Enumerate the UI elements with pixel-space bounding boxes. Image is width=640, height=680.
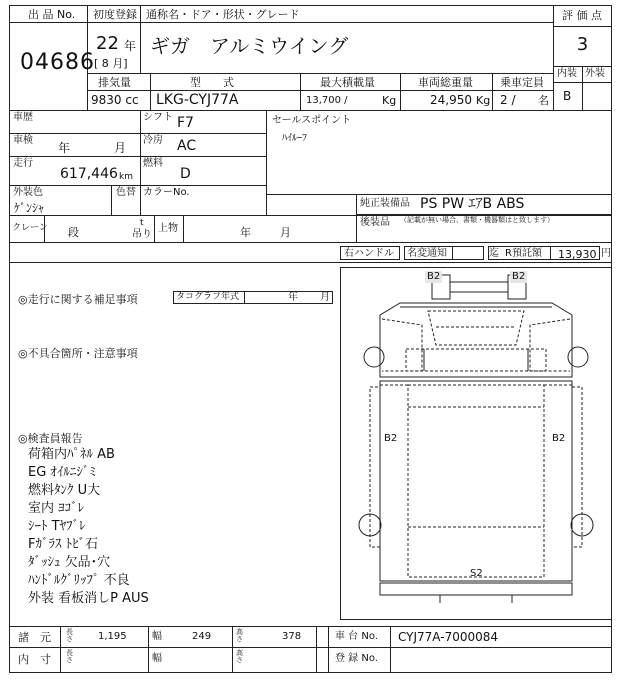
- max-load-value: 13,700 /: [306, 95, 348, 106]
- shift-value: F7: [177, 115, 194, 131]
- length-label: 長さ: [66, 628, 73, 643]
- max-load-unit: Kg: [382, 94, 397, 107]
- mileage-unit: km: [119, 172, 133, 182]
- inner-height-label: 高さ: [236, 649, 243, 664]
- inspector-item: Fｶﾞﾗｽ ﾄﾋﾞ石: [28, 537, 99, 552]
- aftermarket-note: （記載が無い場合、書類・機器類はと致します）: [400, 216, 554, 224]
- ac-value: AC: [177, 138, 197, 154]
- mileage-value: 617,446: [60, 166, 118, 182]
- model-value: LKG-CYJ77A: [156, 92, 239, 108]
- name-label: 通称名・ドア・形状・グレード: [146, 8, 300, 21]
- tachograph-label: タコグラフ年式: [176, 292, 240, 302]
- inspector-item: ｼｰﾄ Tﾔﾌﾞﾚ: [28, 519, 86, 534]
- inspector-item: 荷箱内ﾊﾟﾈﾙ AB: [28, 447, 115, 462]
- sales-point-value: ﾊｲﾙｰﾌ: [282, 133, 307, 144]
- fuel-label: 燃料: [143, 158, 163, 169]
- damage-mark-right-mirror: B2: [512, 271, 526, 282]
- recycle-deposit-unit: 円: [601, 248, 611, 259]
- damage-mark-rear: S2: [470, 568, 483, 579]
- inspector-item: 室内 ﾖｺﾞﾚ: [28, 501, 85, 516]
- inspector-item: EG ｵｲﾙﾆｼﾞﾐ: [28, 465, 96, 480]
- displacement-value: 9830 cc: [91, 93, 139, 107]
- damage-mark-left-mirror: B2: [427, 271, 441, 282]
- displacement-label: 排気量: [98, 76, 131, 89]
- gross-weight-label: 車両総重量: [418, 76, 473, 89]
- dims-label: 諸 元: [18, 631, 51, 644]
- inspector-item: 燃料ﾀﾝｸ U大: [28, 483, 101, 498]
- color-code-label: カラーNo.: [143, 187, 190, 198]
- top-month-unit: 月: [280, 226, 291, 239]
- lot-label: 出 品 No.: [28, 8, 76, 21]
- reg-month: [ 8 月]: [94, 57, 128, 70]
- name-change-label: 名変通知: [407, 248, 447, 259]
- capacity-label: 乗車定員: [500, 76, 544, 89]
- top-equipment-label: 上物: [158, 223, 178, 234]
- max-load-label: 最大積載量: [320, 76, 375, 89]
- inner-width-label: 幅: [152, 653, 162, 664]
- width-label: 幅: [152, 631, 162, 642]
- crane-label: クレーン: [12, 223, 48, 233]
- inspector-item: 外装 看板消しP AUS: [28, 591, 149, 606]
- height-value: 378: [282, 631, 302, 642]
- equipment-value: PS PW ｴｱB ABS: [420, 196, 525, 212]
- inspection-year-unit: 年: [58, 141, 71, 155]
- inspection-label: 車検: [13, 135, 33, 146]
- aftermarket-label: 後装品: [360, 217, 390, 228]
- shift-label: シフト: [143, 112, 173, 123]
- width-value: 249: [192, 631, 212, 642]
- exterior-label: 外装: [585, 68, 605, 79]
- inspection-month-unit: 月: [114, 141, 127, 155]
- vehicle-name: ギガ アルミウイング: [150, 34, 349, 58]
- height-label: 高さ: [236, 628, 243, 643]
- inspector-item: ﾊﾝﾄﾞﾙｸﾞﾘｯﾌﾟ 不良: [28, 573, 130, 588]
- sales-point-label: セールスポイント: [272, 115, 352, 126]
- reg-label: 初度登録: [93, 8, 137, 21]
- color-change-label: 色替: [116, 187, 136, 198]
- crane-ton-top: t: [140, 218, 144, 228]
- equipment-label: 純正装備品: [360, 198, 410, 209]
- gross-weight-value: 24,950: [430, 93, 472, 107]
- top-year-unit: 年: [240, 226, 251, 239]
- ac-label: 冷房: [143, 135, 163, 146]
- overall-grade: 3: [576, 34, 589, 55]
- grade-label: 評 価 点: [562, 9, 602, 22]
- damage-mark-right-side: B2: [552, 433, 566, 444]
- model-label: 型 式: [190, 76, 234, 89]
- tachograph-month-unit: 月: [320, 292, 330, 303]
- chassis-label: 車 台 No.: [335, 631, 378, 642]
- supplement-title: ◎走行に関する補足事項: [18, 293, 138, 306]
- recycle-deposit-value: 13,930: [558, 248, 597, 261]
- ext-color-value: ｹﾞﾝｼｬ: [14, 201, 45, 215]
- crane-ton-unit: 吊り: [132, 229, 152, 240]
- gross-weight-unit: Kg: [476, 94, 491, 107]
- capacity-value: 2 /: [500, 93, 516, 107]
- lot-number: 04686: [20, 50, 95, 75]
- tachograph-year-unit: 年: [288, 292, 298, 303]
- recycle-deposit-label: R預託額: [505, 248, 542, 259]
- inner-dims-label: 内 寸: [18, 653, 51, 666]
- inner-length-label: 長さ: [66, 649, 73, 664]
- deadline-prefix: 迄: [489, 248, 499, 259]
- defects-title: ◎不具合箇所・注意事項: [18, 347, 138, 360]
- history-label: 車歴: [13, 112, 33, 123]
- interior-label: 内装: [557, 68, 577, 79]
- chassis-value: CYJ77A-7000084: [398, 630, 499, 644]
- crane-stage-unit: 段: [68, 226, 79, 239]
- capacity-unit: 名: [538, 94, 549, 107]
- reg-no-label: 登 録 No.: [335, 653, 378, 664]
- reg-year: 22: [96, 33, 119, 54]
- interior-grade: B: [563, 89, 572, 103]
- steering-value: 右ハンドル: [344, 248, 394, 259]
- inspector-item: ﾀﾞｯｼｭ 欠品･穴: [28, 555, 111, 570]
- reg-year-unit: 年: [124, 39, 137, 53]
- inspector-title: ◎検査員報告: [18, 432, 83, 445]
- length-value: 1,195: [98, 631, 127, 642]
- mileage-label: 走行: [13, 158, 33, 169]
- ext-color-label: 外装色: [13, 187, 43, 198]
- damage-mark-left-side: B2: [384, 433, 398, 444]
- fuel-value: D: [180, 166, 191, 182]
